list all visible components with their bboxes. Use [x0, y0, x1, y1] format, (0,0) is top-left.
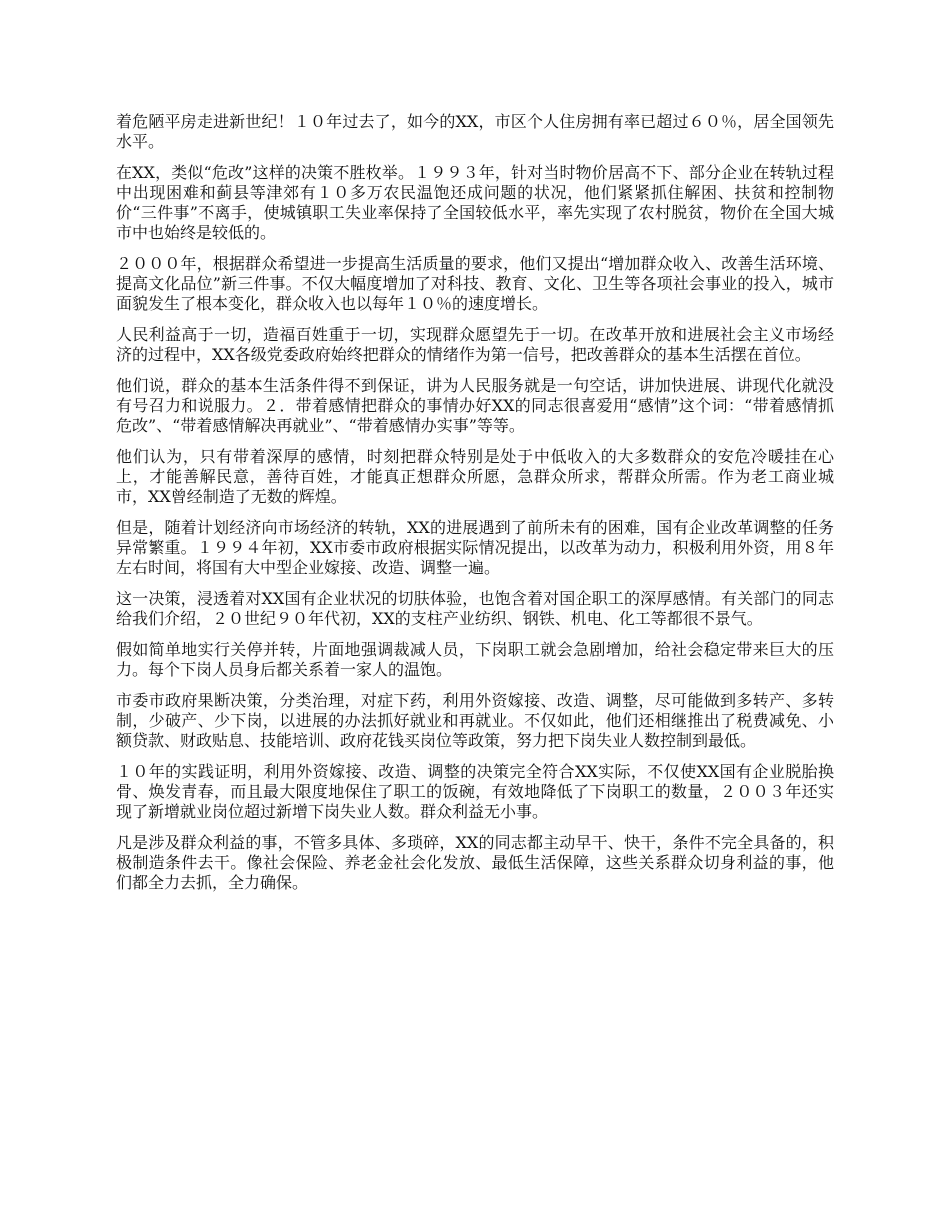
paragraph: ２０００年，根据群众希望进一步提高生活质量的要求，他们又提出“增加群众收入、改善生活环境、提高文化品位”新三件事。不仅大幅度增加了对科技、教育、文化、卫生等各项社会事业的投入，城市面貌发生了根本变化，群众收入也以每年１０％的速度增长。 — [116, 254, 834, 313]
document-body — [116, 112, 834, 904]
paragraph: 着危陋平房走进新世纪！１０年过去了，如今的XX，市区个人住房拥有率已超过６０％，居全国领先水平。 — [116, 112, 834, 151]
paragraph: 人民利益高于一切，造福百姓重于一切，实现群众愿望先于一切。在改革开放和进展社会主义市场经济的过程中，XX各级党委政府始终把群众的情绪作为第一信号，把改善群众的基本生活摆在首位。 — [116, 325, 834, 364]
paragraph: 在XX，类似“危改”这样的决策不胜枚举。１９９３年，针对当时物价居高不下、部分企业在转轨过程中出现困难和蓟县等津郊有１０多万农民温饱还成问题的状况，他们紧紧抓住解困、扶贫和控制物价“三件事”不离手，使城镇职工失业率保持了全国较低水平，率先实现了农村脱贫，物价在全国大城市中也始终是较低的。 — [116, 163, 834, 242]
paragraph: 他们说，群众的基本生活条件得不到保证，讲为人民服务就是一句空话，讲加快进展、讲现代化就没有号召力和说服力。２．带着感情把群众的事情办好XX的同志很喜爱用“感情”这个词：“带着感情抓危改”、“带着感情解决再就业”、“带着感情办实事”等等。 — [116, 376, 834, 435]
paragraph: 这一决策，浸透着对XX国有企业状况的切肤体验，也饱含着对国企职工的深厚感情。有关部门的同志给我们介绍，２０世纪９０年代初，XX的支柱产业纺织、钢铁、机电、化工等都很不景气。 — [116, 589, 834, 628]
paragraph: 凡是涉及群众利益的事，不管多具体、多琐碎，XX的同志都主动早干、快干，条件不完全具备的，积极制造条件去干。像社会保险、养老金社会化发放、最低生活保障，这些关系群众切身利益的事，他们都全力去抓，全力确保。 — [116, 833, 834, 892]
paragraph: 假如简单地实行关停并转，片面地强调裁减人员，下岗职工就会急剧增加，给社会稳定带来巨大的压力。每个下岗人员身后都关系着一家人的温饱。 — [116, 640, 834, 679]
paragraph: 但是，随着计划经济向市场经济的转轨，XX的进展遇到了前所未有的困难，国有企业改革调整的任务异常繁重。１９９４年初，XX市委市政府根据实际情况提出，以改革为动力，积极利用外资，用８年左右时间，将国有大中型企业嫁接、改造、调整一遍。 — [116, 518, 834, 577]
paragraph: 市委市政府果断决策，分类治理，对症下药，利用外资嫁接、改造、调整，尽可能做到多转产、多转制，少破产、少下岗，以进展的办法抓好就业和再就业。不仅如此，他们还相继推出了税费减免、小额贷款、财政贴息、技能培训、政府花钱买岗位等政策，努力把下岗失业人数控制到最低。 — [116, 691, 834, 750]
paragraph: 他们认为，只有带着深厚的感情，时刻把群众特别是处于中低收入的大多数群众的安危冷暖挂在心上，才能善解民意，善待百姓，才能真正想群众所愿，急群众所求，帮群众所需。作为老工商业城市，XX曾经制造了无数的辉煌。 — [116, 447, 834, 506]
paragraph: １０年的实践证明，利用外资嫁接、改造、调整的决策完全符合XX实际，不仅使XX国有企业脱胎换骨、焕发青春，而且最大限度地保住了职工的饭碗，有效地降低了下岗职工的数量，２００３年还实现了新增就业岗位超过新增下岗失业人数。群众利益无小事。 — [116, 762, 834, 821]
